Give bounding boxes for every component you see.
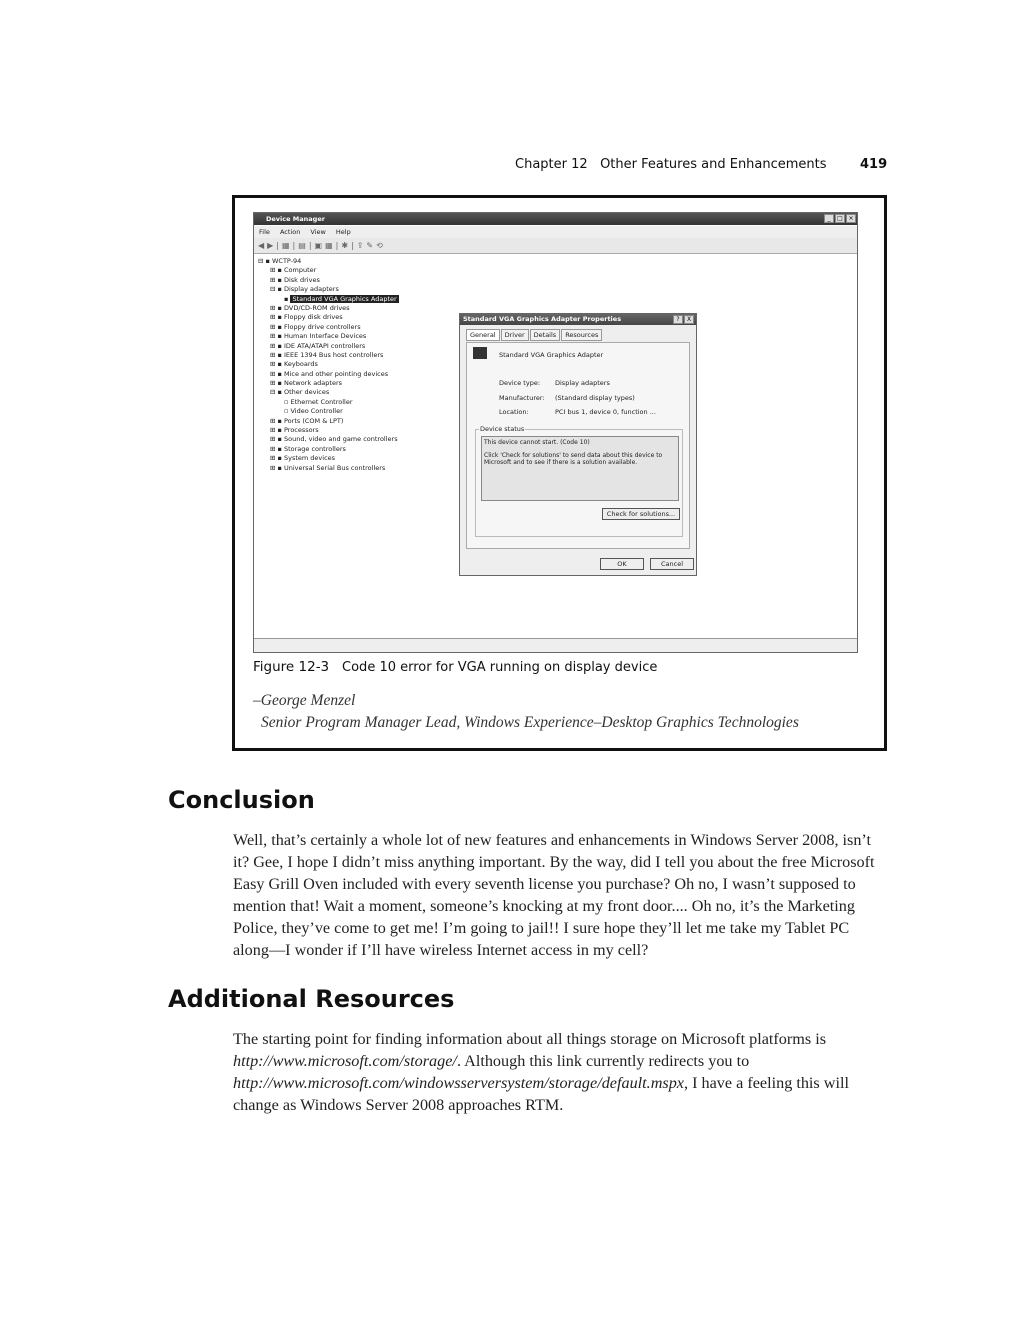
- tab-details: Details: [530, 329, 561, 341]
- tree-item: ⊞ ▪ Disk drives: [270, 275, 320, 284]
- tree-item: ⊞ ▪ Network adapters: [270, 379, 343, 388]
- tree-item: ▫ Video Controller: [284, 407, 343, 416]
- menu-file: File: [259, 228, 270, 236]
- tree-item: ⊟ ▪ WCTP-94: [258, 257, 302, 265]
- tree-item: ▫ Ethernet Controller: [284, 397, 353, 406]
- figure-caption: Figure 12-3 Code 10 error for VGA running on display device: [253, 659, 658, 675]
- tree-item: ⊞ ▪ DVD/CD-ROM drives: [270, 303, 350, 312]
- status-textbox: [481, 436, 679, 501]
- device-status-group: [475, 425, 683, 537]
- page-number: 419: [860, 157, 888, 172]
- tree-item-selected: ▪ Standard VGA Graphics Adapter: [284, 294, 397, 303]
- prop-label: Location:: [499, 408, 529, 416]
- menu-bar: [254, 226, 857, 238]
- tree-item: ⊞ ▪ System devices: [270, 454, 336, 463]
- tree-item: ⊞ ▪ IDE ATA/ATAPI controllers: [270, 341, 366, 350]
- tree-item: ⊞ ▪ Processors: [270, 426, 319, 435]
- menu-view: View: [310, 228, 326, 236]
- tree-item: ⊞ ▪ Human Interface Devices: [270, 332, 367, 341]
- group-label: Device status: [480, 425, 525, 433]
- link-storage[interactable]: http://www.microsoft.com/storage/: [233, 1052, 457, 1070]
- link-storage-default[interactable]: http://www.microsoft.com/windowsserversystem/storage/default.mspx: [233, 1074, 684, 1092]
- toolbar-icons: ◀▶|▦|▤|▣▦|✱|⇪✎⟲: [254, 238, 857, 254]
- prop-value: (Standard display types): [555, 394, 635, 402]
- close-icon: ×: [846, 214, 856, 223]
- tab-general: General: [466, 329, 500, 341]
- device-name: Standard VGA Graphics Adapter: [499, 351, 604, 359]
- display-adapter-icon: [473, 347, 487, 359]
- tab-driver: Driver: [501, 329, 529, 341]
- prop-label: Manufacturer:: [499, 394, 545, 402]
- prop-label: Device type:: [499, 379, 541, 387]
- tree-item: ⊞ ▪ Ports (COM & LPT): [270, 416, 344, 425]
- heading-additional-resources: Additional Resources: [168, 985, 455, 1013]
- tree-item: ⊞ ▪ Floppy disk drives: [270, 313, 343, 322]
- close-icon: X: [684, 315, 694, 324]
- tree-item: ⊟ ▪ Display adapters: [270, 285, 339, 294]
- menu-help: Help: [335, 228, 351, 236]
- device-tree: [258, 257, 399, 473]
- window-title: Device Manager: [254, 213, 857, 225]
- tree-item: ⊞ ▪ Universal Serial Bus controllers: [270, 463, 386, 472]
- cancel-button: Cancel: [650, 558, 694, 570]
- tree-item: ⊞ ▪ Keyboards: [270, 360, 318, 369]
- general-pane: [466, 342, 690, 549]
- dialog-title: Standard VGA Graphics Adapter Properties: [460, 314, 696, 325]
- properties-dialog: [459, 313, 697, 576]
- tab-resources: Resources: [561, 329, 602, 341]
- tree-item: ⊞ ▪ Floppy drive controllers: [270, 322, 361, 331]
- heading-conclusion: Conclusion: [168, 786, 315, 814]
- help-icon: ?: [673, 315, 683, 324]
- status-bar: [254, 638, 857, 652]
- status-line: This device cannot start. (Code 10): [484, 439, 590, 446]
- running-header-chapter: Chapter 12 Other Features and Enhancements: [515, 157, 827, 172]
- minimize-icon: _: [824, 214, 834, 223]
- conclusion-paragraph: Well, that’s certainly a whole lot of new features and enhancements in Windows Server 2008, isn’t it? Gee, I hope I didn’t miss anything important. By the way, did I tell you about the free Microsoft Easy Grill Oven included with every seventh license you purchase? Oh no, I wasn’t supposed to mention that! Wait a moment, someone’s knocking at my front door.... Oh no, it’s the Marketing Police, they’ve come to get me! I’m going to jail!! I sure hope they’ll let me take my Tablet PC along—I wonder if I’ll have wireless Internet access in my cell?: [233, 831, 875, 959]
- menu-action: Action: [279, 228, 301, 236]
- resources-paragraph: The starting point for finding information about all things storage on Microsoft platforms is http://www.microsoft.com/storage/. Although this link currently redirects you to http://www.microsoft.com/windowsserversystem/storage/default.mspx, I have a feeling this will change as Windows Server 2008 approaches RTM.: [233, 1030, 849, 1114]
- tree-item: ⊞ ▪ Computer: [270, 266, 317, 275]
- check-for-solutions-button: Check for solutions...: [602, 508, 680, 520]
- ok-button: OK: [600, 558, 644, 570]
- device-manager-screenshot: [253, 212, 858, 653]
- quote-author: –George Menzel: [253, 692, 356, 709]
- tree-item: ⊞ ▪ Storage controllers: [270, 444, 346, 453]
- prop-value: PCI bus 1, device 0, function ...: [555, 408, 656, 416]
- tree-item: ⊞ ▪ Mice and other pointing devices: [270, 369, 389, 378]
- maximize-icon: □: [835, 214, 845, 223]
- quote-role: Senior Program Manager Lead, Windows Experience–Desktop Graphics Technologies: [261, 714, 799, 731]
- prop-value: Display adapters: [555, 379, 610, 387]
- dialog-tabs: [466, 329, 603, 341]
- status-line: Click 'Check for solutions' to send data about this device to Microsoft and to see if there is a solution available.: [484, 452, 663, 466]
- tree-item: ⊞ ▪ IEEE 1394 Bus host controllers: [270, 350, 384, 359]
- tree-item: ⊞ ▪ Sound, video and game controllers: [270, 435, 398, 444]
- tree-item: ⊟ ▪ Other devices: [270, 388, 330, 397]
